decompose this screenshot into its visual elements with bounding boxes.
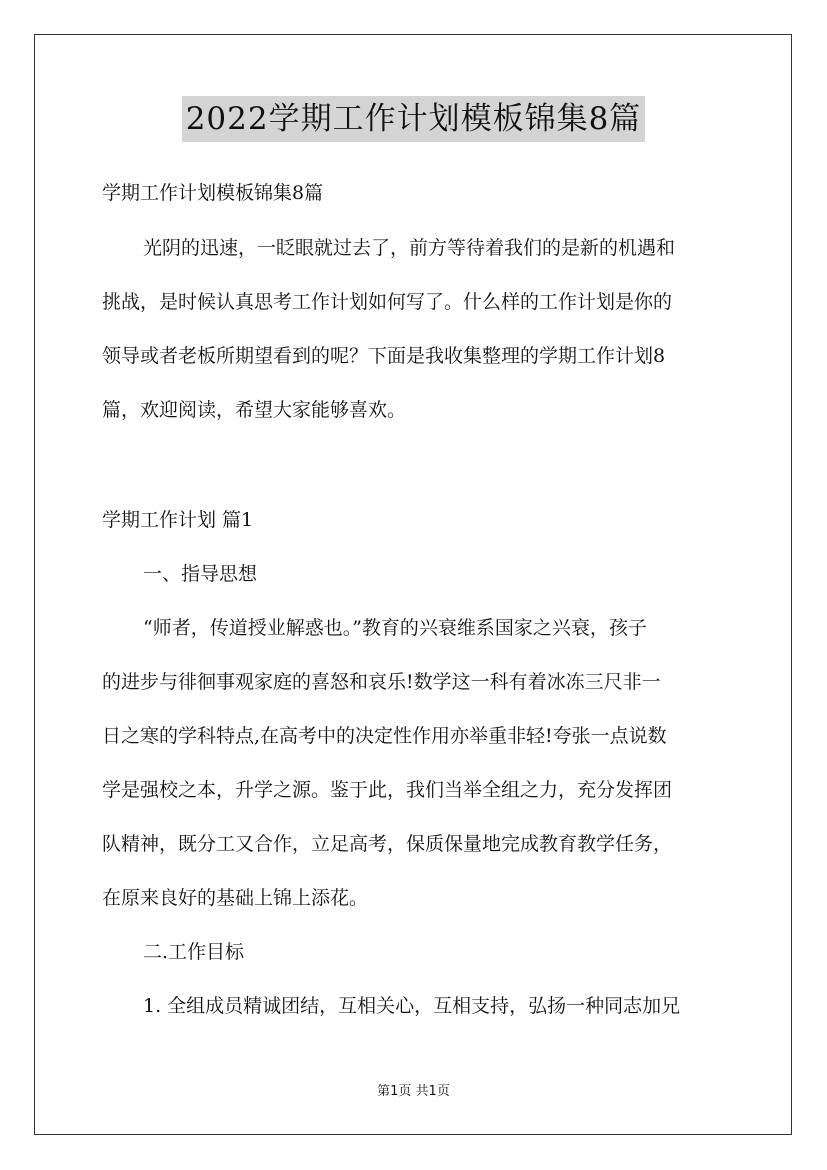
intro-line-2: 挑战，是时候认真思考工作计划如何写了。什么样的工作计划是你的 <box>102 291 673 313</box>
page-number: 第1页 共1页 <box>377 1084 450 1099</box>
intro-line-4: 篇，欢迎阅读，希望大家能够喜欢。 <box>102 399 407 421</box>
part2-item-1: 1. 全组成员精诚团结，互相关心，互相支持，弘扬一种同志加兄 <box>143 995 681 1017</box>
part1-line-4: 学是强校之本，升学之源。鉴于此，我们当举全组之力，充分发挥团 <box>102 779 673 801</box>
part1-line-1: “师者，传道授业解惑也。”教育的兴衰维系国家之兴衰，孩子 <box>143 617 647 639</box>
section-heading: 学期工作计划 篇1 <box>102 509 254 531</box>
intro-line-1: 光阴的迅速，一眨眼就过去了，前方等待着我们的是新的机遇和 <box>143 237 676 259</box>
part1-line-2: 的进步与徘徊事观家庭的喜怒和哀乐!数学这一科有着冰冻三尺非一 <box>102 671 661 693</box>
document-subtitle: 学期工作计划模板锦集8篇 <box>102 182 324 204</box>
title-container <box>0 96 827 142</box>
part1-line-3: 日之寒的学科特点,在高考中的决定性作用亦举重非轻!夸张一点说数 <box>102 725 667 747</box>
part1-heading: 一、指导思想 <box>143 563 258 585</box>
part1-line-6: 在原来良好的基础上锦上添花。 <box>102 887 369 909</box>
document-title: 2022学期工作计划模板锦集8篇 <box>182 96 646 142</box>
part2-heading: 二.工作目标 <box>143 941 245 963</box>
part1-line-5: 队精神，既分工又合作，立足高考，保质保量地完成教育教学任务， <box>102 833 673 855</box>
intro-line-3: 领导或者老板所期望看到的呢？下面是我收集整理的学期工作计划8 <box>102 345 666 367</box>
